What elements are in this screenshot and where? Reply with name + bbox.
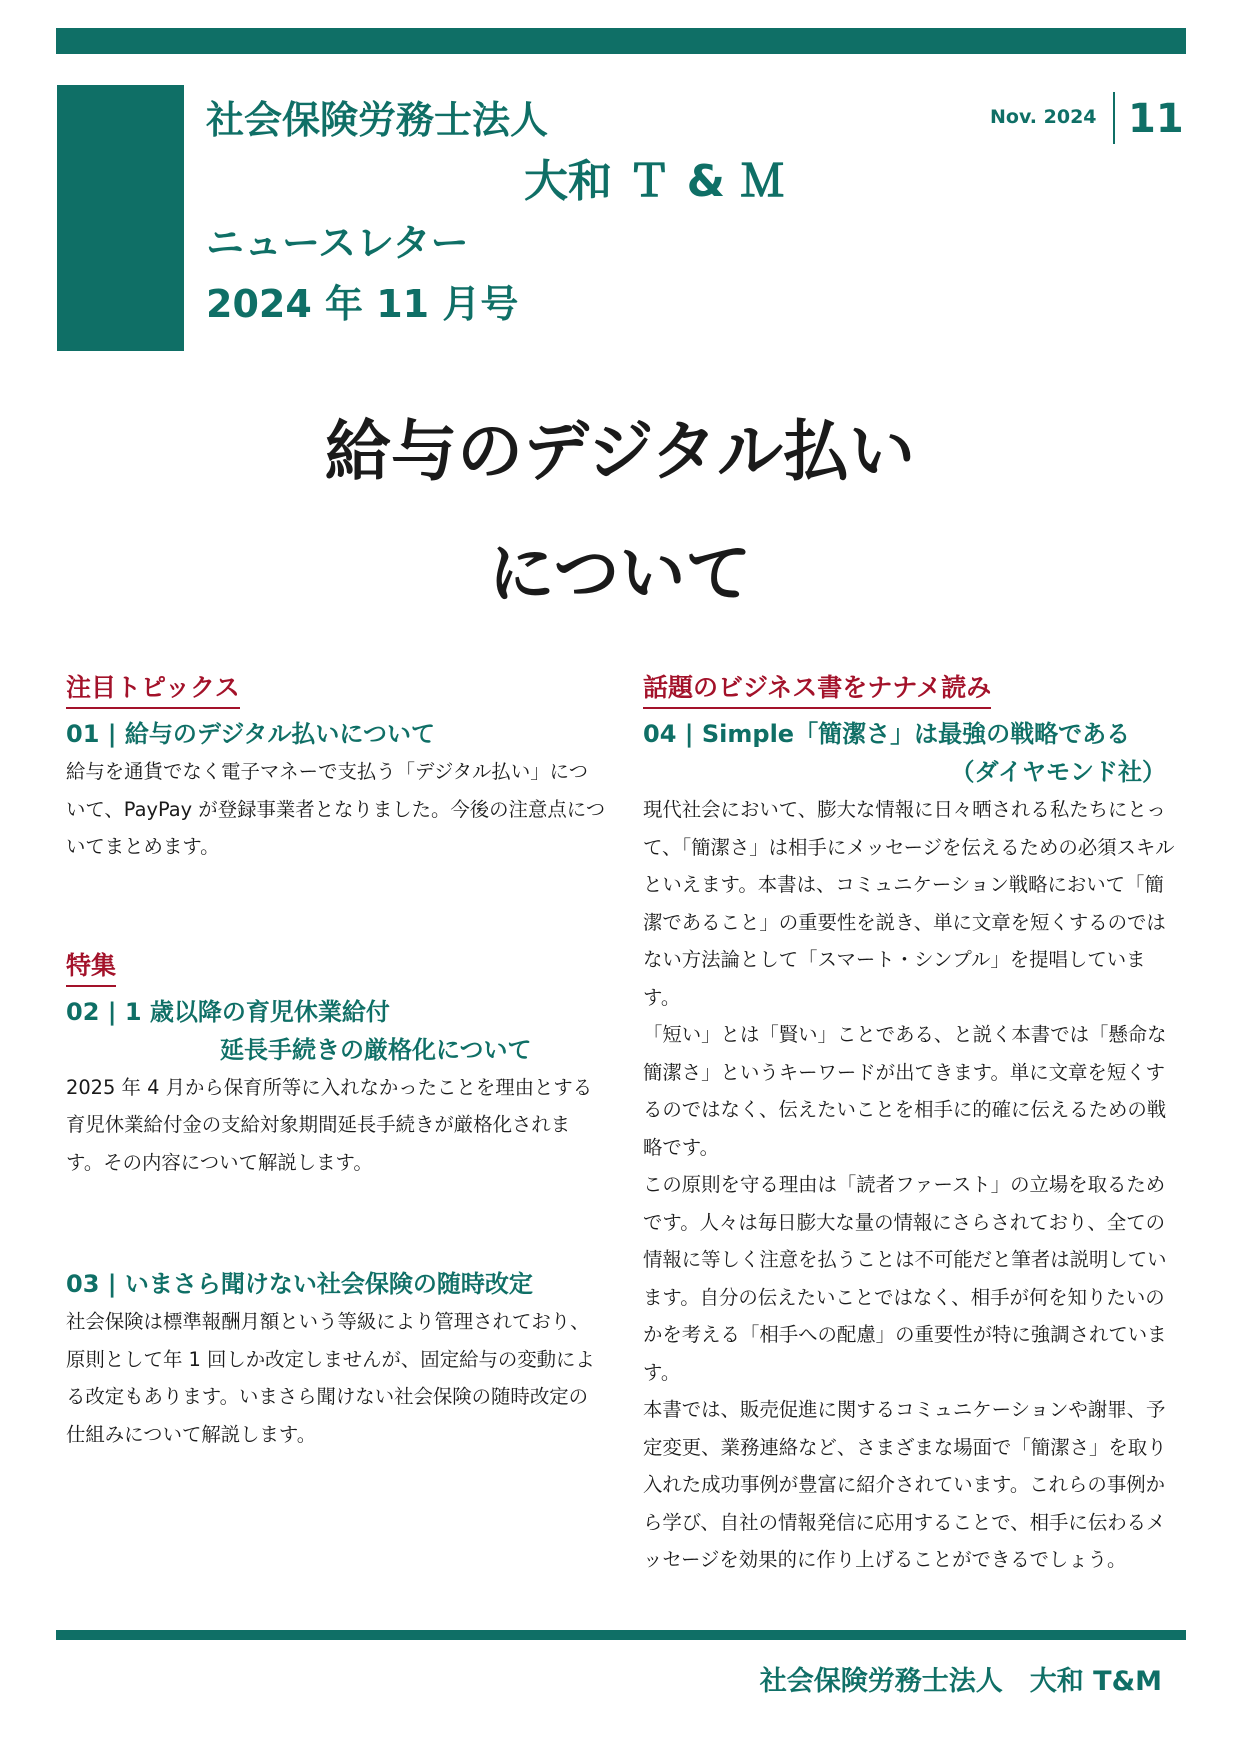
article-02-summary: 2025 年 4 月から保育所等に入れなかったことを理由とする育児休業給付金の支給対象期間延長手続きが厳格化されます。その内容について解説します。	[66, 1075, 593, 1174]
article-03-summary: 社会保険は標準報酬月額という等級により管理されており、原則として年 1 回しか改定しませんが、固定給与の変動による改定もあります。いまさら聞けない社会保険の随時改定の仕組みについて解説します。	[66, 1310, 595, 1446]
main-title-line1: 給与のデジタル払い	[324, 413, 916, 490]
article-03-title[interactable]: 03 | いまさら聞けない社会保険の随時改定	[66, 1270, 533, 1298]
issue-date: Nov. 2024	[990, 106, 1097, 128]
section-category-business-books: 話題のビジネス書をナナメ読み	[643, 668, 991, 709]
footer-org-name: 社会保険労務士法人 大和 T&M	[759, 1666, 1162, 1697]
article-04-title-line1[interactable]: 04 | Simple「簡潔さ」は最強の戦略である	[643, 720, 1131, 748]
header-side-block	[57, 85, 184, 351]
issue-number: 11	[1128, 96, 1184, 142]
article-01-title[interactable]: 01 | 給与のデジタル払いについて	[66, 720, 435, 748]
issue-separator	[1113, 92, 1115, 144]
bottom-accent-bar	[56, 1630, 1186, 1640]
article-02-title-line1[interactable]: 02 | 1 歳以降の育児休業給付	[66, 997, 390, 1026]
article-04-paragraph-3: この原則を守る理由は「読者ファースト」の立場を取るためです。人々は毎日膨大な量の情報にさらされており、全ての情報に等しく注意を払うことは不可能だと筆者は説明しています。自分の伝えたいことではなく、相手が何を知りたいのかを考える「相手への配慮」の重要性が特に強調されています。	[643, 1173, 1167, 1384]
article-04-title-line2[interactable]: （ダイヤモンド社）	[950, 758, 1166, 786]
section-category-featured-topics: 注目トピックス	[66, 668, 240, 709]
spacer	[66, 866, 606, 946]
issue-label: 2024 年 11 月号	[206, 282, 519, 326]
publication-name: ニュースレター	[206, 221, 469, 265]
article-01-summary: 給与を通貨でなく電子マネーで支払う「デジタル払い」について、PayPay が登録事業者となりました。今後の注意点についてまとめます。	[66, 760, 606, 858]
spacer	[66, 1181, 606, 1265]
org-name-line2: 大和 Ｔ & Ｍ	[524, 156, 785, 207]
section-category-special-feature: 特集	[66, 946, 116, 987]
article-04-paragraph-2: 「短い」とは「賢い」ことである、と説く本書では「懸命な簡潔さ」というキーワードが出てきます。単に文章を短くするのではなく、伝えたいことを相手に的確に伝えるための戦略です。	[643, 1023, 1167, 1159]
article-04-paragraph-1: 現代社会において、膨大な情報に日々晒される私たちにとって、「簡潔さ」は相手にメッセージを伝えるための必須スキルといえます。本書は、コミュニケーション戦略において「簡潔であること」の重要性を説き、単に文章を短くするのではない方法論として「スマート・シンプル」を提唱しています。	[643, 798, 1175, 1009]
right-column	[643, 668, 1178, 1579]
article-04-paragraph-4: 本書では、販売促進に関するコミュニケーションや謝罪、予定変更、業務連絡など、さまざまな場面で「簡潔さ」を取り入れた成功事例が豊富に紹介されています。これらの事例から学び、自社の情報発信に応用することで、相手に伝わるメッセージを効果的に作り上げることができるでしょう。	[643, 1398, 1167, 1571]
top-accent-bar	[56, 28, 1186, 54]
main-title-line2: について	[488, 535, 752, 612]
article-02-title-line2[interactable]: 延長手続きの厳格化について	[220, 1035, 532, 1064]
left-column	[66, 668, 606, 1453]
org-name-line1: 社会保険労務士法人	[206, 98, 549, 142]
